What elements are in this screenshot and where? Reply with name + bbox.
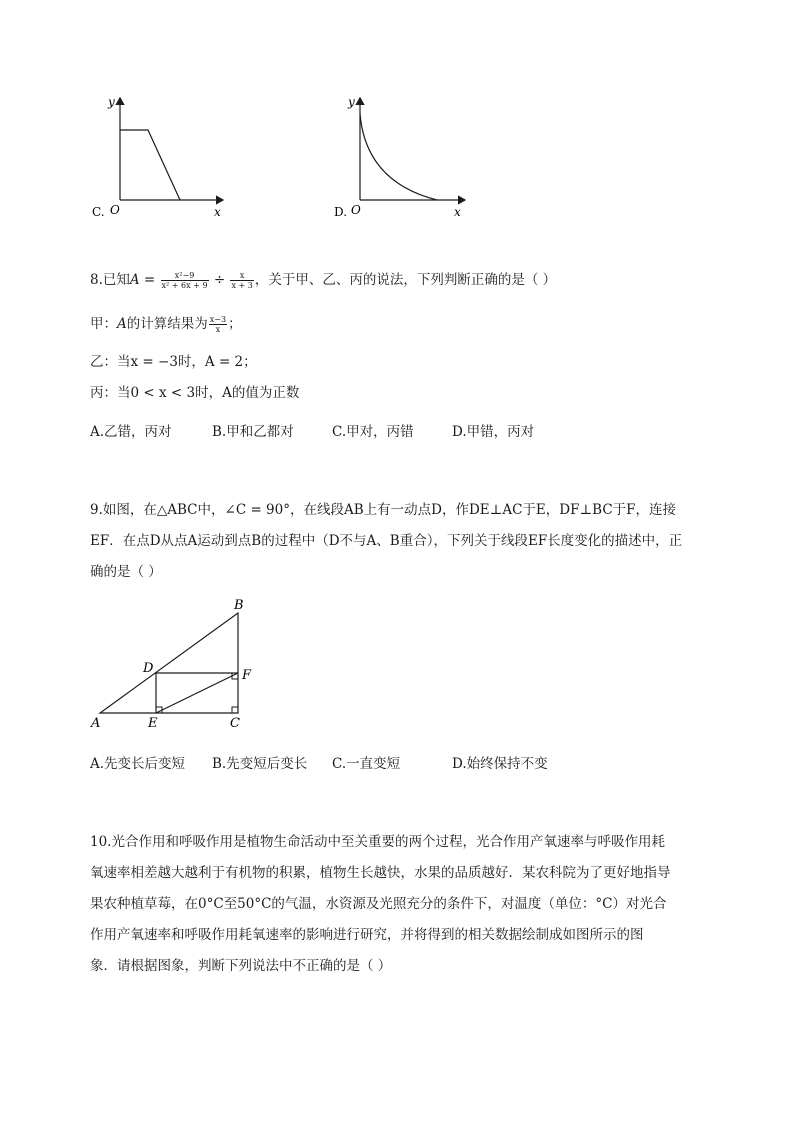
graph-d-curve [360,114,437,200]
q9-line-3: 确的是（ ） [90,564,162,580]
option-label: D. [334,205,348,219]
q8-option-a: A.乙错，丙对 [90,424,172,440]
y-label: y [348,95,355,109]
x-label: x [454,205,461,219]
origin-label: O [110,203,120,217]
x-label: x [214,205,221,219]
graph-c-curve [120,130,180,200]
q8-yi: 乙：当x = −3时，A = 2； [90,354,257,370]
q10-line-1: 10.光合作用和呼吸作用是植物生命活动中至关重要的两个过程，光合作用产氧速率与呼吸作用耗 [90,834,665,850]
q9-option-a: A.先变长后变短 [90,756,186,772]
q8-jia: 甲：A的计算结果为 $\frac{x-3}{x}$ ； [90,315,242,334]
q9-triangle-figure [88,595,268,735]
origin-label: O [351,203,361,217]
right-angle-c [232,707,238,713]
q9-option-c: C.一直变短 [332,756,401,772]
triangle-abc [100,613,238,713]
fraction-jia: $\frac{x-3}{x}$ [209,315,227,334]
graph-d [332,90,482,222]
segment-ef [156,673,238,713]
label-b: B [234,598,244,613]
graph-c [88,90,238,222]
fraction-1: $\frac{\text{x²−9}}{\text{x² + 6x + 9}}$ [161,271,208,290]
label-c: C [230,716,240,731]
q10-line-2: 氧速率相差越大越利于有机物的积累，植物生长越快，水果的品质越好．某农科院为了更好地指导 [90,865,671,881]
q8-option-b: B.甲和乙都对 [212,424,294,440]
label-d: D [143,661,154,676]
option-label: C. [92,205,105,219]
q10-line-5: 象．请根据图象，判断下列说法中不正确的是（ ） [90,958,392,974]
q8-stem: 8.已知A = $\frac{\text{x²−9}}{\text{x² + 6x + 9}}$ ÷ $\frac{x}{x + 3}$ ，关于甲、乙、丙的说法，下列判断正确的是（ ） [90,271,557,290]
q10-line-4: 作用产氧速率和呼吸作用耗氧速率的影响进行研究，并将得到的相关数据绘制成如图所示的图 [90,927,644,943]
fraction-2: $\frac{x}{x + 3}$ [231,271,253,290]
y-label: y [108,95,115,109]
q9-line-1: 9.如图，在△ABC中，∠C = 90°，在线段AB上有一动点D，作DE⊥AC于E，DF⊥BC于F，连接 [90,502,677,518]
q8-bing: 丙：当0 < x < 3时，A的值为正数 [90,385,300,401]
q10-line-3: 果农种植草莓，在0°C至50°C的气温，水资源及光照充分的条件下，对温度（单位：°C）对光合 [90,896,667,912]
q9-option-b: B.先变短后变长 [212,756,308,772]
q9-line-2: EF．在点D从点A运动到点B的过程中（D不与A、B重合），下列关于线段EF长度变化的描述中，正 [90,533,683,549]
label-f: F [242,668,252,683]
q9-option-d: D.始终保持不变 [452,756,548,772]
label-a: A [91,716,101,731]
label-e: E [148,716,158,731]
q8-option-d: D.甲错，丙对 [452,424,535,440]
q8-option-c: C.甲对，丙错 [332,424,414,440]
